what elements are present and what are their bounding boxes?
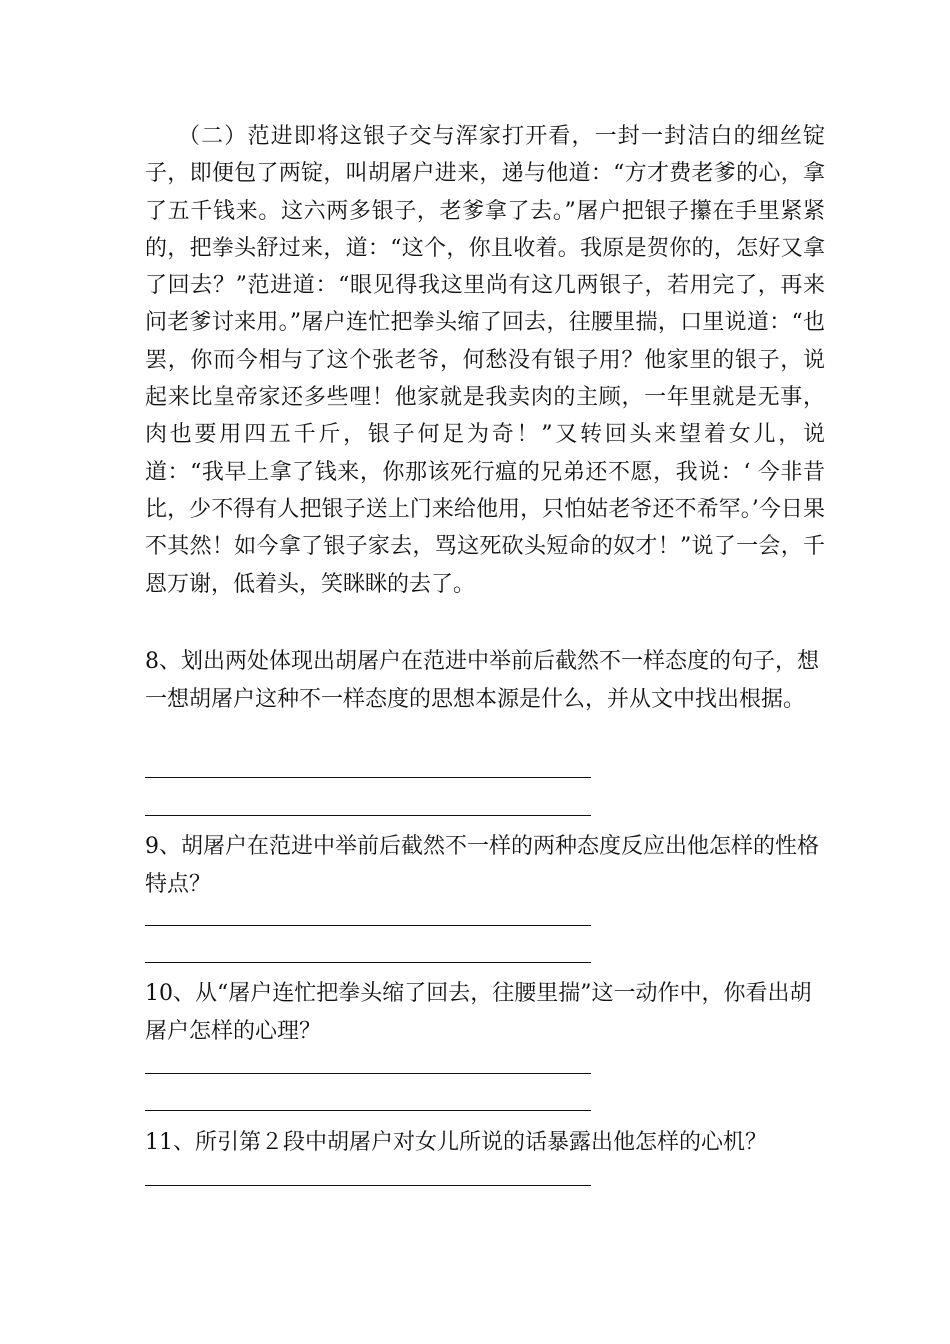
answer-line-8-1[interactable] [145,777,591,778]
passage-text: （二）范进即将这银子交与浑家打开看，一封一封洁白的细丝锭子，即便包了两锭，叫胡屠户进来，递与他道：“方才费老爹的心，拿了五千钱来。这六两多银子，老爹拿了去。”屠户把银子攥在手里紧紧的，把拳头舒过来，道：“这个，你且收着。我原是贺你的，怎好又拿了回去？”范进道：“眼见得我这里尚有这几两银子，若用完了，再来问老爹讨来用。”屠户连忙把拳头缩了回去，往腰里揣，口里说道：“也罢，你而今相与了这个张老爷，何愁没有银子用？他家里的银子，说起来比皇帝家还多些哩！他家就是我卖肉的主顾，一年里就是无事，肉也要用四五千斤，银子何足为奇！”又转回头来望着女儿，说道：“我早上拿了钱来，你那该死行瘟的兄弟还不愿，我说：‘ 今非昔比，少不得有人把银子送上门来给他用，只怕姑老爷还不希罕。’今日果不其然！如今拿了银子家去，骂这死砍头短命的奴才！”说了一会，千恩万谢，低着头，笑眯眯的去了。 [145,124,825,597]
answer-line-11-1[interactable] [145,1185,591,1186]
question-9: 9、胡屠户在范进中举前后截然不一样的两种态度反应出他怎样的性格特点？ [145,834,819,897]
question-11: 11、所引第２段中胡屠户对女儿所说的话暴露出他怎样的心机？ [145,1130,767,1155]
answer-line-10-1[interactable] [145,1073,591,1074]
answer-line-9-1[interactable] [145,925,591,926]
answer-line-8-2[interactable] [145,815,591,816]
answer-line-9-2[interactable] [145,962,591,963]
question-8: 8、划出两处体现出胡屠户在范进中举前后截然不一样态度的句子，想一想胡屠户这种不一样态度的思想本源是什么，并从文中找出根据。 [145,649,819,712]
answer-line-10-2[interactable] [145,1110,591,1111]
question-10: 10、从“屠户连忙把拳头缩了回去，往腰里揣”这一动作中，你看出胡屠户怎样的心理？ [145,981,812,1044]
